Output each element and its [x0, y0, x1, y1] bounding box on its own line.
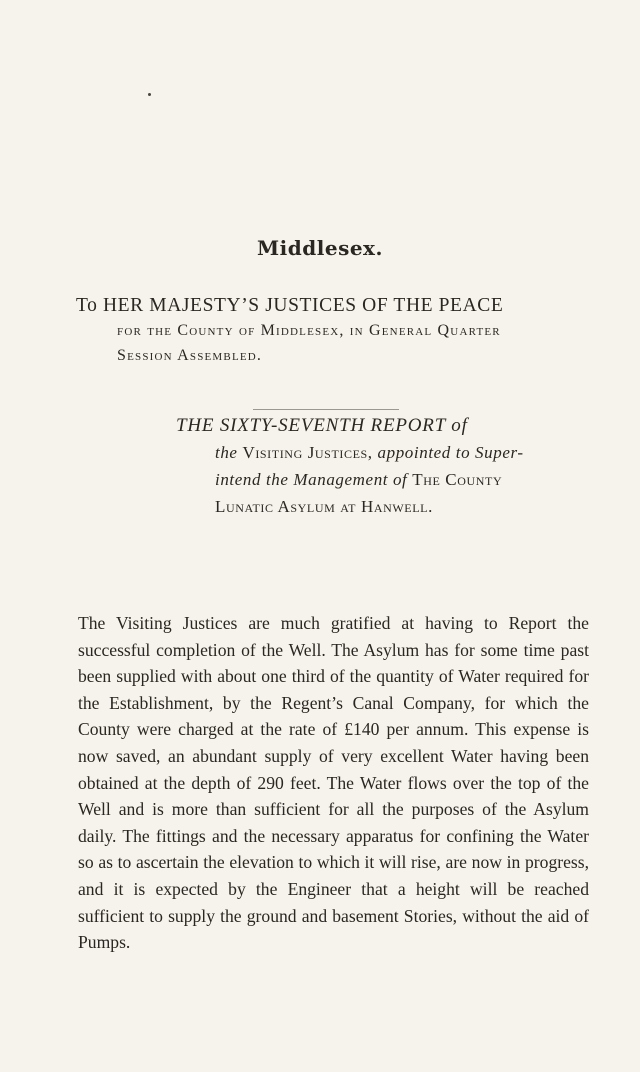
title-line-3-a: intend the Management of	[215, 470, 408, 489]
report-body	[78, 610, 589, 956]
page-heading: Middlesex.	[257, 236, 383, 260]
address-line-2: for the County of Middlesex, in General Quarter	[117, 322, 501, 339]
section-divider	[253, 409, 399, 410]
address-block	[76, 293, 596, 368]
title-line-2-c: appointed to Super-	[377, 443, 524, 462]
title-line-3-b: The County	[412, 470, 503, 489]
title-line-4: Lunatic Asylum at Hanwell.	[215, 497, 433, 516]
title-line-2-a: the	[215, 443, 238, 462]
body-paragraph: The Visiting Justices are much gratified at having to Report the successful completion of the Well. The Asylum has for some time past been supplied with about one third of the quantity of Water required for the Establishment, by the Regent’s Canal Company, for which the County were charged at the rate of £140 per annum. This expense is now saved, an abundant supply of very excellent Water having been obtained at the depth of 290 feet. The Water flows over the top of the Well and is more than sufficient for all the purposes of the Asylum daily. The fittings and the necessary apparatus for confining the Water so as to ascertain the elevation to which it will rise, are now in progress, and it is expected by the Engineer that a height will be reached sufficient to supply the ground and basement Stories, without the aid of Pumps.	[78, 613, 589, 953]
report-title	[176, 412, 606, 520]
address-line-1: To HER MAJESTY’S JUSTICES OF THE PEACE	[76, 295, 504, 316]
address-line-3: Session Assembled.	[117, 347, 263, 364]
title-line-1: THE SIXTY-SEVENTH REPORT of	[176, 415, 468, 436]
title-line-3	[176, 466, 606, 493]
ink-speck	[148, 93, 151, 96]
title-line-2	[176, 439, 606, 466]
title-line-2-b: Visiting Justices,	[242, 443, 373, 462]
